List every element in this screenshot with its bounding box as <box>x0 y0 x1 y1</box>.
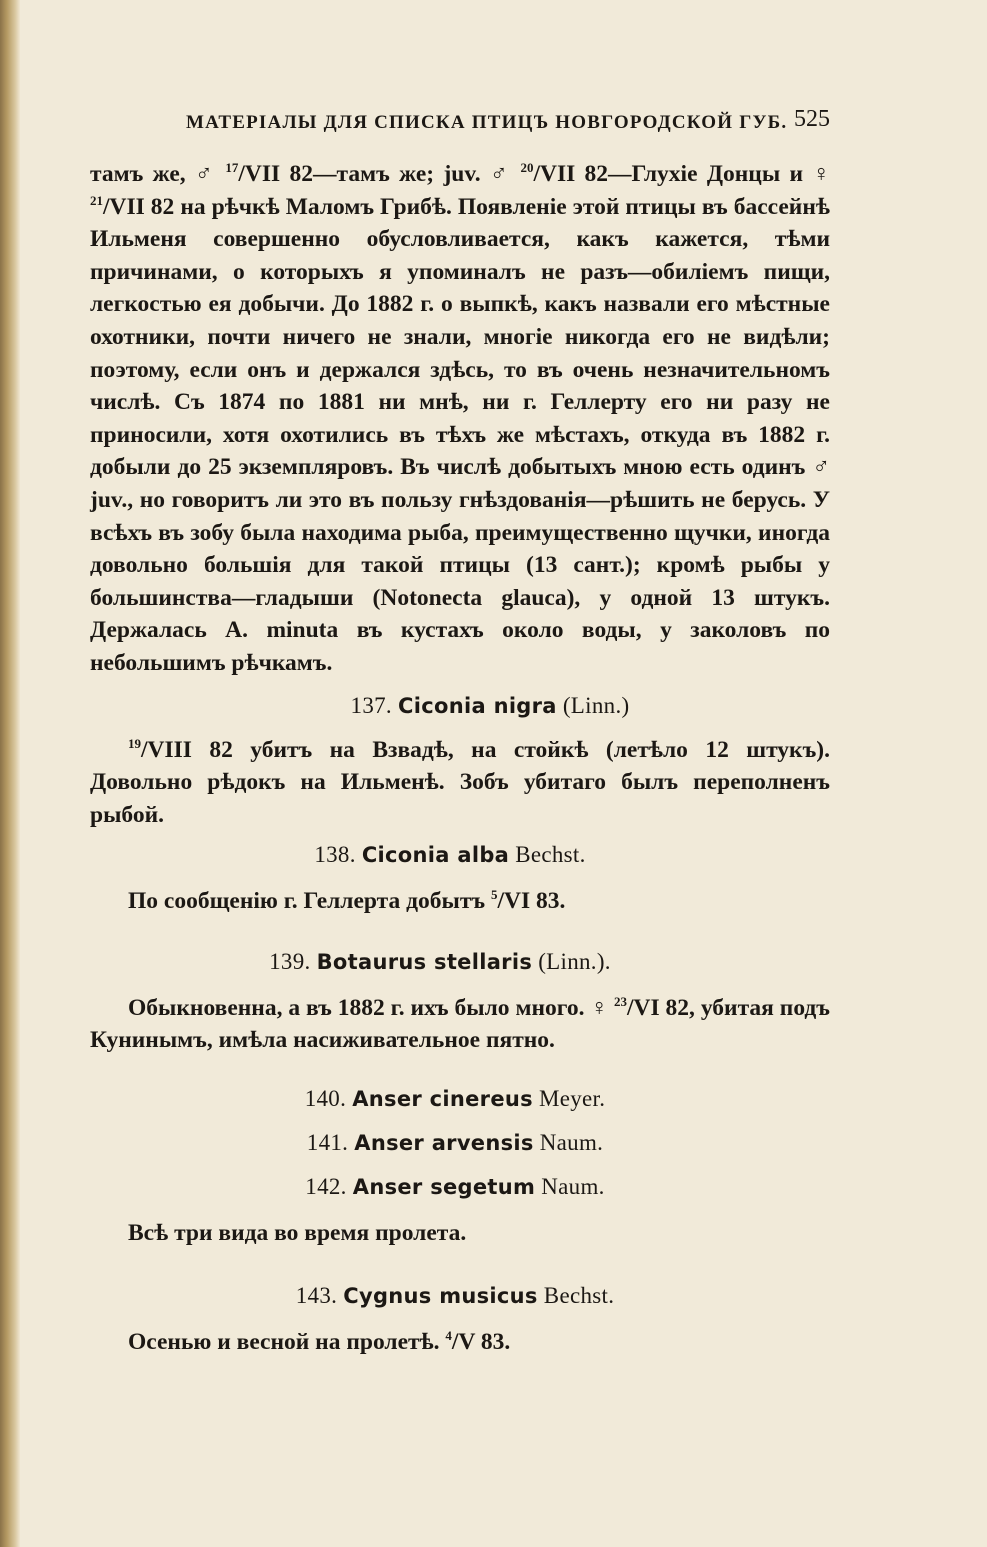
page-body <box>90 158 830 1358</box>
species-heading-143: 143. Cygnus musicus Bechst. <box>295 1282 615 1308</box>
paragraph-137: $^{19}$/VIII 82 убитъ на Взвадѣ, на стойкѣ (летѣло 12 штукъ). Довольно рѣдокъ на Ильменѣ. Зобъ убитаго былъ переполненъ рыбой. <box>90 735 830 828</box>
paragraph-142: Всѣ три вида во время пролета. <box>128 1220 467 1247</box>
paragraph-143: Осенью и весной на пролетѣ. $^4$/V 83. <box>128 1327 511 1355</box>
paragraph-139: Обыкновенна, а въ 1882 г. ихъ было много. ♀ $^{23}$/VI 82, убитая подъ Кунинымъ, имѣла насиживательное пятно. <box>90 994 830 1054</box>
species-heading-142: 142. Anser segetum Naum. <box>305 1174 605 1200</box>
page-number: 525 <box>794 106 830 132</box>
running-head <box>90 106 830 140</box>
species-heading-140: 140. Anser cinereus Meyer. <box>304 1086 606 1112</box>
book-spine-shadow <box>0 0 20 1547</box>
paragraph-136-continued: тамъ же, ♂ $^{17}$/VII 82—тамъ же; juv. ♂ $^{20}$/VII 82—Глухіе Донцы и ♀ $^{21}$/VII 82 на рѣчкѣ Маломъ Грибѣ. Появленіе этой птицы въ бассейнѣ Ильменя совершенно обусловливается, какъ кажется, тѣми причинами, о которыхъ я упоминалъ не разъ—обиліемъ пищи, легкостью ея добычи. До 1882 г. о выпкѣ, какъ назвали его мѣстные охотники, почти ничего не знали, многіе никогда его не видѣли; поэтому, если онъ и держался здѣсь, то въ очень незначительномъ числѣ. Съ 1874 по 1881 ни мнѣ, ни г. Геллерту его ни разу не приносили, хотя охотились въ тѣхъ же мѣстахъ, откуда въ 1882 г. добыли до 25 экземпляровъ. Въ числѣ добытыхъ мною есть одинъ ♂ juv., но говоритъ ли это въ пользу гнѣздованія—рѣшить не берусь. У всѣхъ въ зобу была находима рыба, преимущественно щучки, иногда довольно большія для такой птицы (13 сант.); кромѣ рыбы у большинства—гладыши (Notonecta glauca), у одной 13 штукъ. Держалась A. minuta въ кустахъ около воды, у заколовъ по небольшимъ рѣчкамъ. <box>90 160 831 676</box>
species-heading-139: 139. Botaurus stellaris (Linn.). <box>269 948 611 974</box>
paragraph-138: По сообщенію г. Геллерта добытъ $^5$/VI 83. <box>128 887 566 915</box>
running-title: МАТЕРІАЛЫ ДЛЯ СПИСКА ПТИЦЪ НОВГОРОДСКОЙ ГУБ. <box>186 112 788 133</box>
species-heading-141: 141. Anser arvensis Naum. <box>306 1130 604 1156</box>
species-heading-137: 137. Ciconia nigra (Linn.) <box>350 692 630 718</box>
species-heading-138: 138. Ciconia alba Bechst. <box>314 842 586 868</box>
